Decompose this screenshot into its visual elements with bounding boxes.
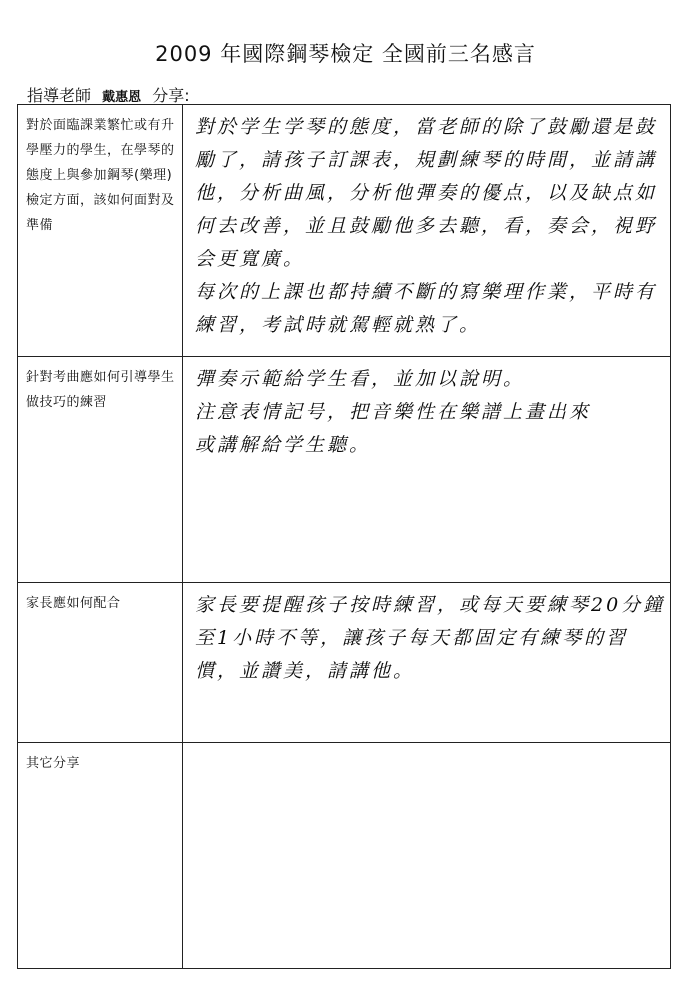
question-cell: 其它分享 xyxy=(18,743,183,969)
answer-paragraph: 家長要提醒孩子按時練習，或每天要練琴20分鐘至1小時不等，讓孩子每天都固定有練琴的習慣，並讚美，請講他。 xyxy=(195,594,666,682)
answer-cell xyxy=(183,583,671,743)
questionnaire-table xyxy=(17,104,671,969)
handwritten-answer xyxy=(195,111,666,342)
teacher-line xyxy=(27,83,190,106)
teacher-name: 戴惠恩 xyxy=(102,90,142,105)
handwritten-answer xyxy=(195,589,666,688)
answer-paragraph: 注意表情記号，把音樂性在樂譜上畫出來 xyxy=(195,401,592,423)
answer-cell xyxy=(183,743,671,969)
share-label: 分享: xyxy=(152,86,190,105)
handwritten-answer xyxy=(195,363,666,462)
question-cell: 家長應如何配合 xyxy=(18,583,183,743)
table-row xyxy=(18,743,671,969)
question-cell: 針對考曲應如何引導學生做技巧的練習 xyxy=(18,357,183,583)
answer-cell xyxy=(183,357,671,583)
table-row xyxy=(18,105,671,357)
answer-paragraph: 每次的上課也都持續不斷的寫樂理作業，平時有練習，考試時就駕輕就熟了。 xyxy=(195,281,658,336)
page-title: 2009 年國際鋼琴檢定 全國前三名感言 xyxy=(155,42,536,66)
answer-paragraph: 或講解給学生聽。 xyxy=(195,434,372,456)
table-row xyxy=(18,583,671,743)
table-row xyxy=(18,357,671,583)
answer-cell xyxy=(183,105,671,357)
teacher-label: 指導老師 xyxy=(27,86,92,105)
answer-paragraph: 對於学生学琴的態度，當老師的除了鼓勵還是鼓勵了，請孩子訂課表，規劃練琴的時間，並請講他，分析曲風，分析他彈奏的優点，以及缺点如何去改善，並且鼓勵他多去聽，看，奏会，視野会更寬廣。 xyxy=(195,116,658,270)
question-cell: 對於面臨課業繁忙或有升學壓力的學生，在學琴的態度上與參加鋼琴(樂理)檢定方面，該如何面對及準備 xyxy=(18,105,183,357)
answer-paragraph: 彈奏示範給学生看，並加以說明。 xyxy=(195,368,526,390)
